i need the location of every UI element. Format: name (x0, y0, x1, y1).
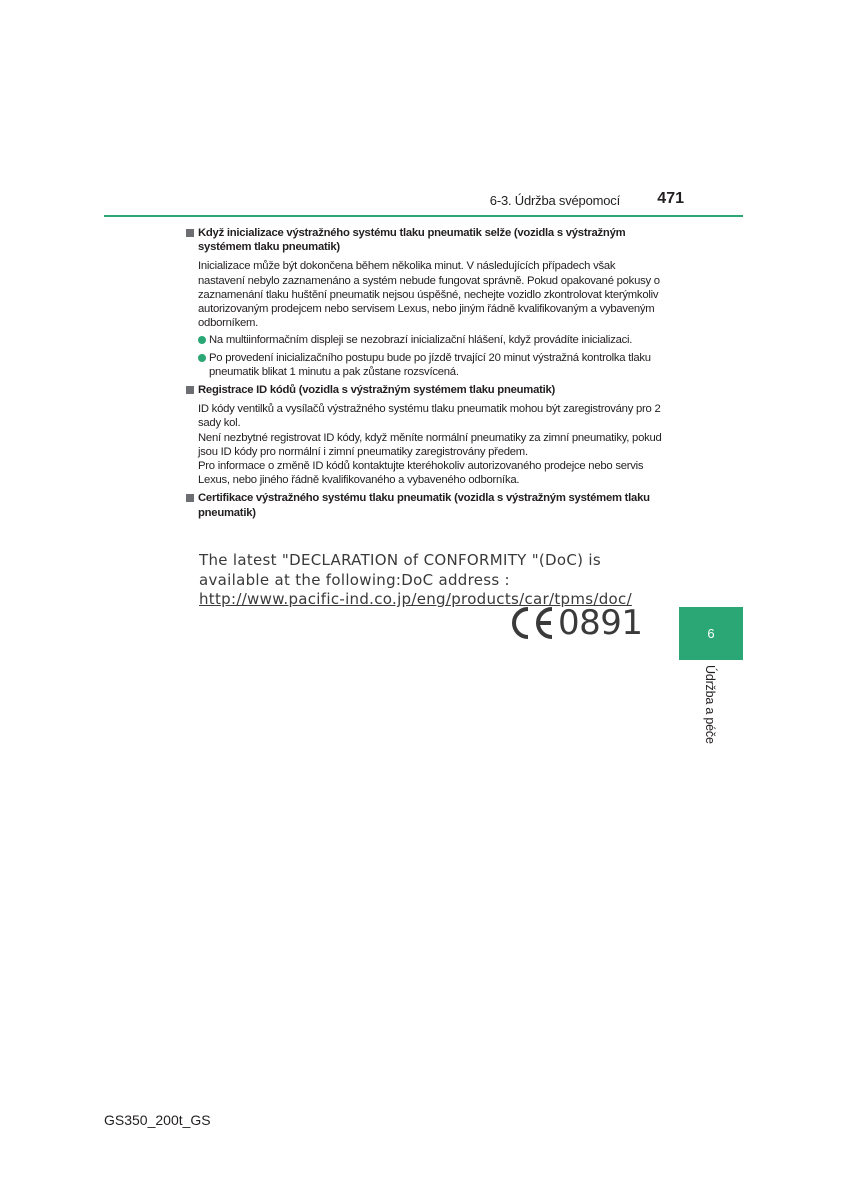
list-item: Po provedení inicializačního postupu bude po jízdě trvající 20 minut výstražná kontrolka tlaku pneumatik blikat 1 minutu a pak zůstane rozsvícená. (198, 351, 664, 379)
certification-line: available at the following:DoC address : (199, 570, 510, 589)
section-body (198, 402, 664, 487)
circle-bullet-icon (198, 354, 206, 362)
square-bullet-icon (186, 229, 194, 237)
certification-notice (199, 551, 639, 610)
square-bullet-icon (186, 386, 194, 394)
chapter-number: 6 (707, 626, 715, 641)
section-initialization-failure (186, 226, 664, 379)
paragraph: Inicializace může být dokončena během několika minut. V následujících případech však nastavení nebylo zaznamenáno a systém nebude fungovat správně. Pokud opakované pokusy o zaznamenání tlaku huštění pneumatik nejsou úspěšné, nechejte vozidlo zkontrolovat kterýmkoliv autorizovaným prodejcem nebo servisem Lexus, nebo jiným řádně kvalifikovaným a vybaveným odborníkem. (198, 260, 660, 330)
main-content (186, 226, 664, 525)
section-heading: Když inicializace výstražného systému tlaku pneumatik selže (vozidla s výstražným systémem tlaku pneumatik) (186, 226, 664, 254)
model-code: GS350_200t_GS (104, 1112, 211, 1128)
notified-body-number: 0891 (558, 603, 643, 643)
chapter-tab (679, 607, 743, 660)
section-title: 6-3. Údržba svépomocí (489, 193, 620, 208)
section-certification (186, 491, 664, 519)
section-id-registration (186, 383, 664, 487)
list-item: Na multiinformačním displeji se nezobrazí inicializační hlášení, když provádíte inicializaci. (198, 333, 664, 347)
circle-bullet-icon (198, 336, 206, 344)
square-bullet-icon (186, 494, 194, 502)
section-heading: Registrace ID kódů (vozidla s výstražným systémem tlaku pneumatik) (186, 383, 664, 397)
certification-link[interactable]: http://www.pacific-ind.co.jp/eng/products/car/tpms/doc/ (199, 590, 632, 608)
ce-logo-icon (508, 605, 556, 641)
page-number: 471 (657, 190, 684, 207)
section-heading: Certifikace výstražného systému tlaku pneumatik (vozidla s výstražným systémem tlaku pneumatik) (186, 491, 664, 519)
header-divider (104, 215, 743, 217)
section-body (198, 259, 664, 330)
paragraph: Není nezbytné registrovat ID kódy, když měníte normální pneumatiky za zimní pneumatiky, pokud jsou ID kódy pro normální i zimní pneumatiky zaregistrovány předem. (198, 431, 662, 458)
paragraph: Pro informace o změně ID kódů kontaktujte kteréhokoliv autorizovaného prodejce nebo servis Lexus, nebo jiného řádně kvalifikovaného a vybaveného odborníka. (198, 460, 644, 487)
chapter-label: Údržba a péče (703, 665, 717, 744)
paragraph: ID kódy ventilků a vysílačů výstražného systému tlaku pneumatik mohou být zaregistrovány pro 2 sady kol. (198, 403, 661, 430)
certification-line: The latest "DECLARATION of CONFORMITY "(DoC) is (199, 551, 601, 569)
ce-marking (508, 603, 643, 643)
